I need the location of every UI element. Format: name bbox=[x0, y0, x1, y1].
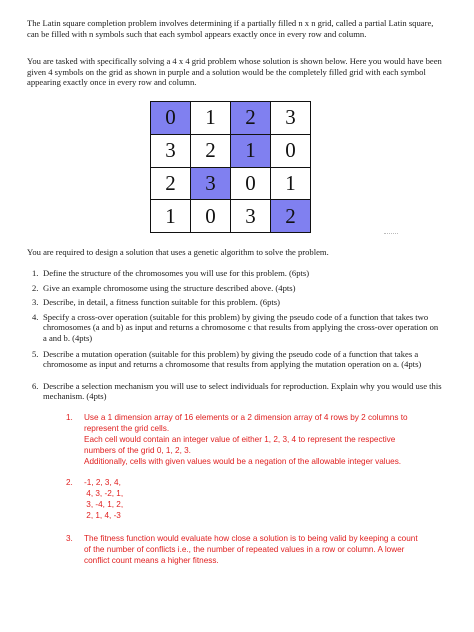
grid-cell: 1 bbox=[191, 102, 231, 135]
answer-1-line-2: Each cell would contain an integer value of either 1, 2, 3, 4 to represent the respective numbers of the grid 0, 1, 2, 3. bbox=[84, 435, 396, 455]
question-number: 2. bbox=[32, 283, 39, 293]
question-text: Specify a cross-over operation (suitable for this problem) by giving the pseudo code of a function that takes two chromosomes (a and b) as input and returns a chromosome c that results from applying the cross-over operation on a and b. (4pts) bbox=[43, 312, 439, 343]
answer-2-line: 3, -4, 1, 2, bbox=[84, 500, 124, 509]
intro-paragraph-1: The Latin square completion problem involves determining if a partially filled n x n grid, called a partial Latin square, can be filled with n symbols such that each symbol appears exactly once in every row and column. bbox=[27, 18, 434, 39]
question-item bbox=[32, 283, 442, 293]
question-item bbox=[32, 312, 442, 343]
question-text: Describe a mutation operation (suitable for this problem) by giving the pseudo code of a function that takes a chromosome as input and returns a chromosome that results from applying the mutation operation on a. (4pts) bbox=[43, 349, 422, 370]
question-text: Describe, in detail, a fitness function suitable for this problem. (6pts) bbox=[43, 297, 280, 307]
question-text: Define the structure of the chromosomes you will use for this problem. (6pts) bbox=[43, 268, 310, 278]
answer-1-line-1: Use a 1 dimension array of 16 elements or a 2 dimension array of 4 rows by 2 columns to represent the grid cells. bbox=[84, 413, 408, 433]
grid-cell-given: 1 bbox=[231, 135, 271, 168]
grid-cell-given: 3 bbox=[191, 168, 231, 201]
question-item bbox=[32, 381, 442, 402]
answer-1 bbox=[62, 412, 422, 467]
grid-cell: 2 bbox=[191, 135, 231, 168]
grid-cell: 0 bbox=[191, 200, 231, 233]
question-number: 5. bbox=[32, 349, 39, 359]
answer-3-number: 3. bbox=[66, 534, 73, 543]
grid-cell: 3 bbox=[151, 135, 191, 168]
grid-cell: 2 bbox=[151, 168, 191, 201]
answer-1-line-3: Additionally, cells with given values would be a negation of the allowable integer values. bbox=[84, 457, 402, 466]
grid-cell: 1 bbox=[151, 200, 191, 233]
question-number: 6. bbox=[32, 381, 39, 391]
answer-2-number: 2. bbox=[66, 478, 73, 487]
answer-2-line: 2, 1, 4, -3 bbox=[84, 511, 121, 520]
decorative-dots bbox=[384, 233, 398, 236]
grid-cell: 0 bbox=[231, 168, 271, 201]
question-text: Give an example chromosome using the structure described above. (4pts) bbox=[43, 283, 296, 293]
grid-cell-given: 2 bbox=[231, 102, 271, 135]
answer-2-line: -1, 2, 3, 4, bbox=[84, 478, 121, 487]
grid-cell-given: 2 bbox=[271, 200, 311, 233]
answer-3 bbox=[62, 533, 422, 566]
answer-3-text: The fitness function would evaluate how close a solution is to being valid by keeping a count of the number of conflicts i.e., the number of repeated values in a row or column. A lower conflict count means a higher fitness. bbox=[84, 534, 418, 565]
grid-cell-given: 0 bbox=[151, 102, 191, 135]
question-text: Describe a selection mechanism you will use to select individuals for reproduction. Explain why you would use this mechanism. (4pts) bbox=[43, 381, 442, 402]
question-item bbox=[32, 349, 442, 370]
answer-1-number: 1. bbox=[66, 413, 73, 422]
question-item bbox=[32, 268, 442, 278]
latin-square-grid bbox=[150, 101, 311, 233]
answer-2-line: 4, 3, -2, 1, bbox=[84, 489, 124, 498]
grid-cell: 3 bbox=[271, 102, 311, 135]
question-number: 4. bbox=[32, 312, 39, 322]
grid-cell: 0 bbox=[271, 135, 311, 168]
grid-cell: 1 bbox=[271, 168, 311, 201]
task-statement: You are required to design a solution that uses a genetic algorithm to solve the problem. bbox=[27, 247, 329, 257]
answer-2 bbox=[62, 477, 422, 521]
intro-paragraph-2: You are tasked with specifically solving a 4 x 4 grid problem whose solution is shown below. Here you would have been given 4 symbols on the grid as shown in purple and a solution would be the completely filled grid with each symbol appearing exactly once in every row and column. bbox=[27, 56, 442, 88]
grid-cell: 3 bbox=[231, 200, 271, 233]
question-number: 1. bbox=[32, 268, 39, 278]
question-number: 3. bbox=[32, 297, 39, 307]
question-item bbox=[32, 297, 442, 307]
